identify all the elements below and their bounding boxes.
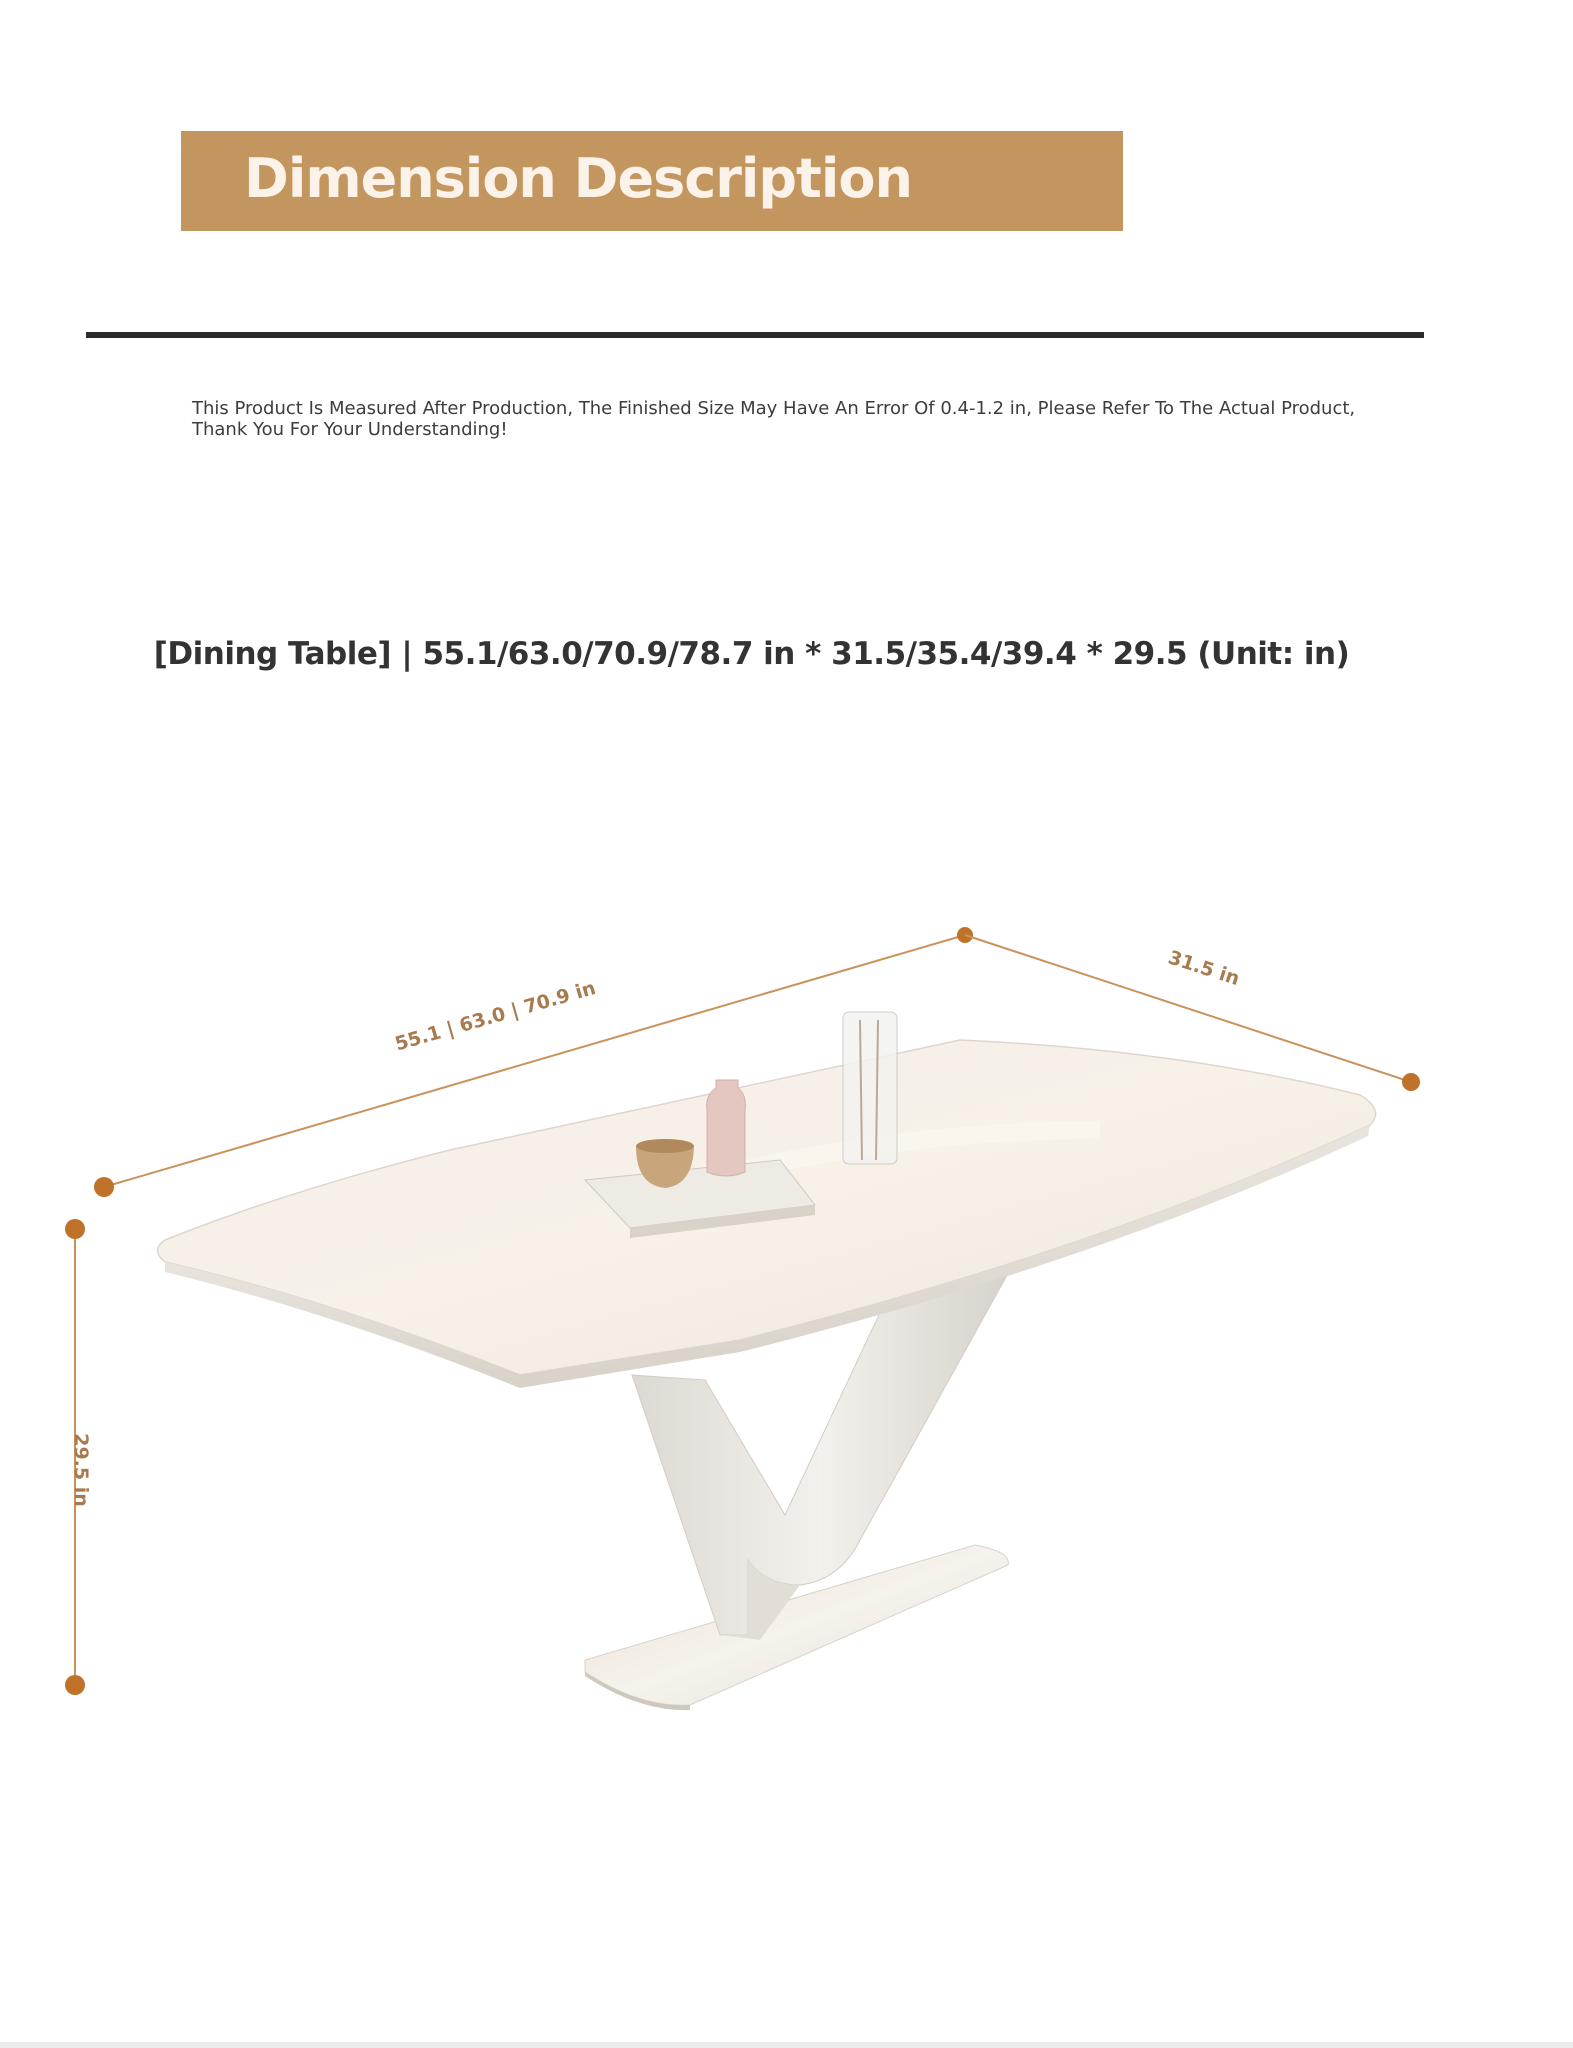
height-end-dot	[65, 1675, 85, 1695]
bottom-edge	[0, 2042, 1573, 2048]
banner-title: Dimension Description	[244, 147, 912, 210]
height-start-dot	[65, 1219, 85, 1239]
measurement-note: This Product Is Measured After Production, The Finished Size May Have An Error Of 0.4-1.2 in, Please Refer To The Actual Product, Thank You For Your Understanding!	[192, 398, 1356, 440]
length-start-dot	[94, 1177, 114, 1197]
height-label: 29.5 in	[70, 1433, 92, 1507]
width-label: 31.5 in	[1165, 946, 1243, 991]
product-spec: [Dining Table] | 55.1/63.0/70.9/78.7 in * 31.5/35.4/39.4 * 29.5 (Unit: in)	[153, 636, 1350, 672]
length-label: 55.1 | 63.0 | 70.9 in	[392, 977, 599, 1056]
width-end-dot	[1402, 1073, 1420, 1091]
height-dimension	[65, 1219, 92, 1695]
